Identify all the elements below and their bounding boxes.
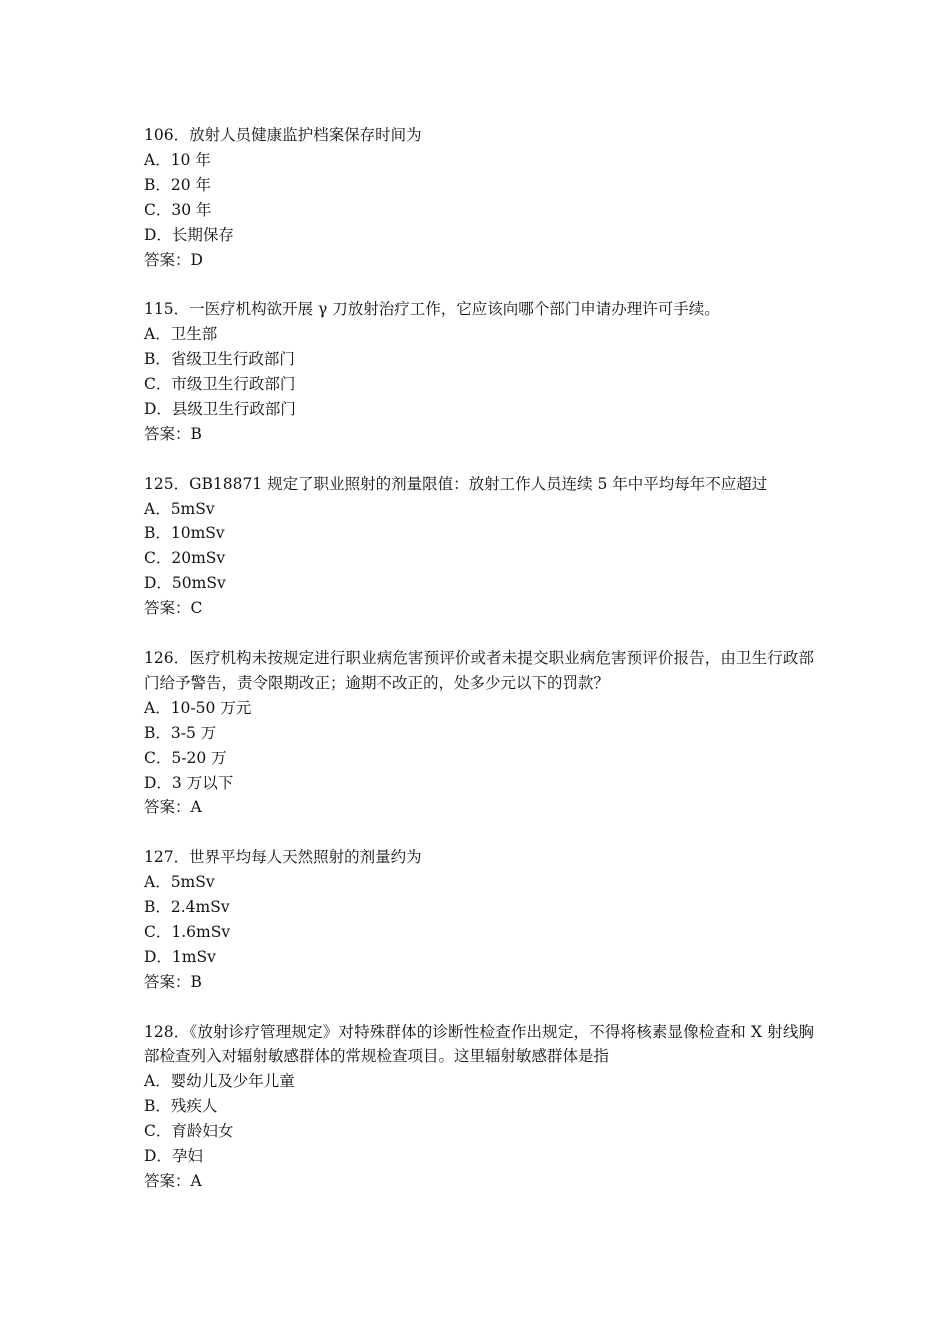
option-d: D．孕妇 [144,1147,203,1166]
answer: 答案：B [144,424,202,443]
answer: 答案：D [144,250,203,269]
question-stem: 127．世界平均每人天然照射的剂量约为 [144,848,422,867]
question-106 [144,123,814,272]
question-115 [144,297,814,446]
option-b: B．残疾人 [144,1097,218,1116]
question-stem: 106．放射人员健康监护档案保存时间为 [144,126,422,144]
question-126 [144,646,814,820]
option-d: D．1mSv [144,947,216,966]
question-stem: 115．一医疗机构欲开展 γ 刀放射治疗工作，它应该向哪个部门申请办理许可手续。 [144,300,720,319]
option-c: C．市级卫生行政部门 [144,375,296,394]
answer: 答案：A [144,798,202,817]
option-c: C．30 年 [144,200,212,219]
option-d: D．县级卫生行政部门 [144,399,296,418]
option-b: B．10mSv [144,524,225,543]
answer: 答案：C [144,599,203,618]
option-d: D．50mSv [144,574,226,593]
option-c: C．育龄妇女 [144,1122,234,1141]
option-a: A．卫生部 [144,325,218,344]
option-d: D．3 万以下 [144,773,234,792]
question-stem: 125．GB18871 规定了职业照射的剂量限值：放射工作人员连续 5 年中平均每年不应超过 [144,474,768,493]
option-a: A．10 年 [144,150,211,169]
question-127 [144,845,814,994]
option-c: C．5-20 万 [144,748,227,767]
answer: 答案：A [144,1171,202,1190]
option-b: B．20 年 [144,175,212,194]
question-128 [144,1020,814,1194]
option-c: C．1.6mSv [144,922,231,941]
option-a: A．5mSv [144,873,215,892]
option-a: A．5mSv [144,499,215,518]
option-a: A．10-50 万元 [144,698,252,717]
option-c: C．20mSv [144,549,226,568]
document-page [144,123,814,1219]
answer: 答案：B [144,972,202,991]
option-b: B．3-5 万 [144,723,217,742]
option-a: A．婴幼儿及少年儿童 [144,1072,295,1091]
question-stem: 128．《放射诊疗管理规定》对特殊群体的诊断性检查作出规定，不得将核素显像检查和 X 射线胸部检查列入对辐射敏感群体的常规检查项目。这里辐射敏感群体是指 [144,1022,814,1066]
question-125 [144,472,814,621]
option-b: B．2.4mSv [144,898,230,917]
option-d: D．长期保存 [144,225,234,244]
option-b: B．省级卫生行政部门 [144,350,295,369]
question-stem: 126．医疗机构未按规定进行职业病危害预评价或者未提交职业病危害预评价报告，由卫生行政部门给予警告，责令限期改正；逾期不改正的，处多少元以下的罚款？ [144,648,814,692]
